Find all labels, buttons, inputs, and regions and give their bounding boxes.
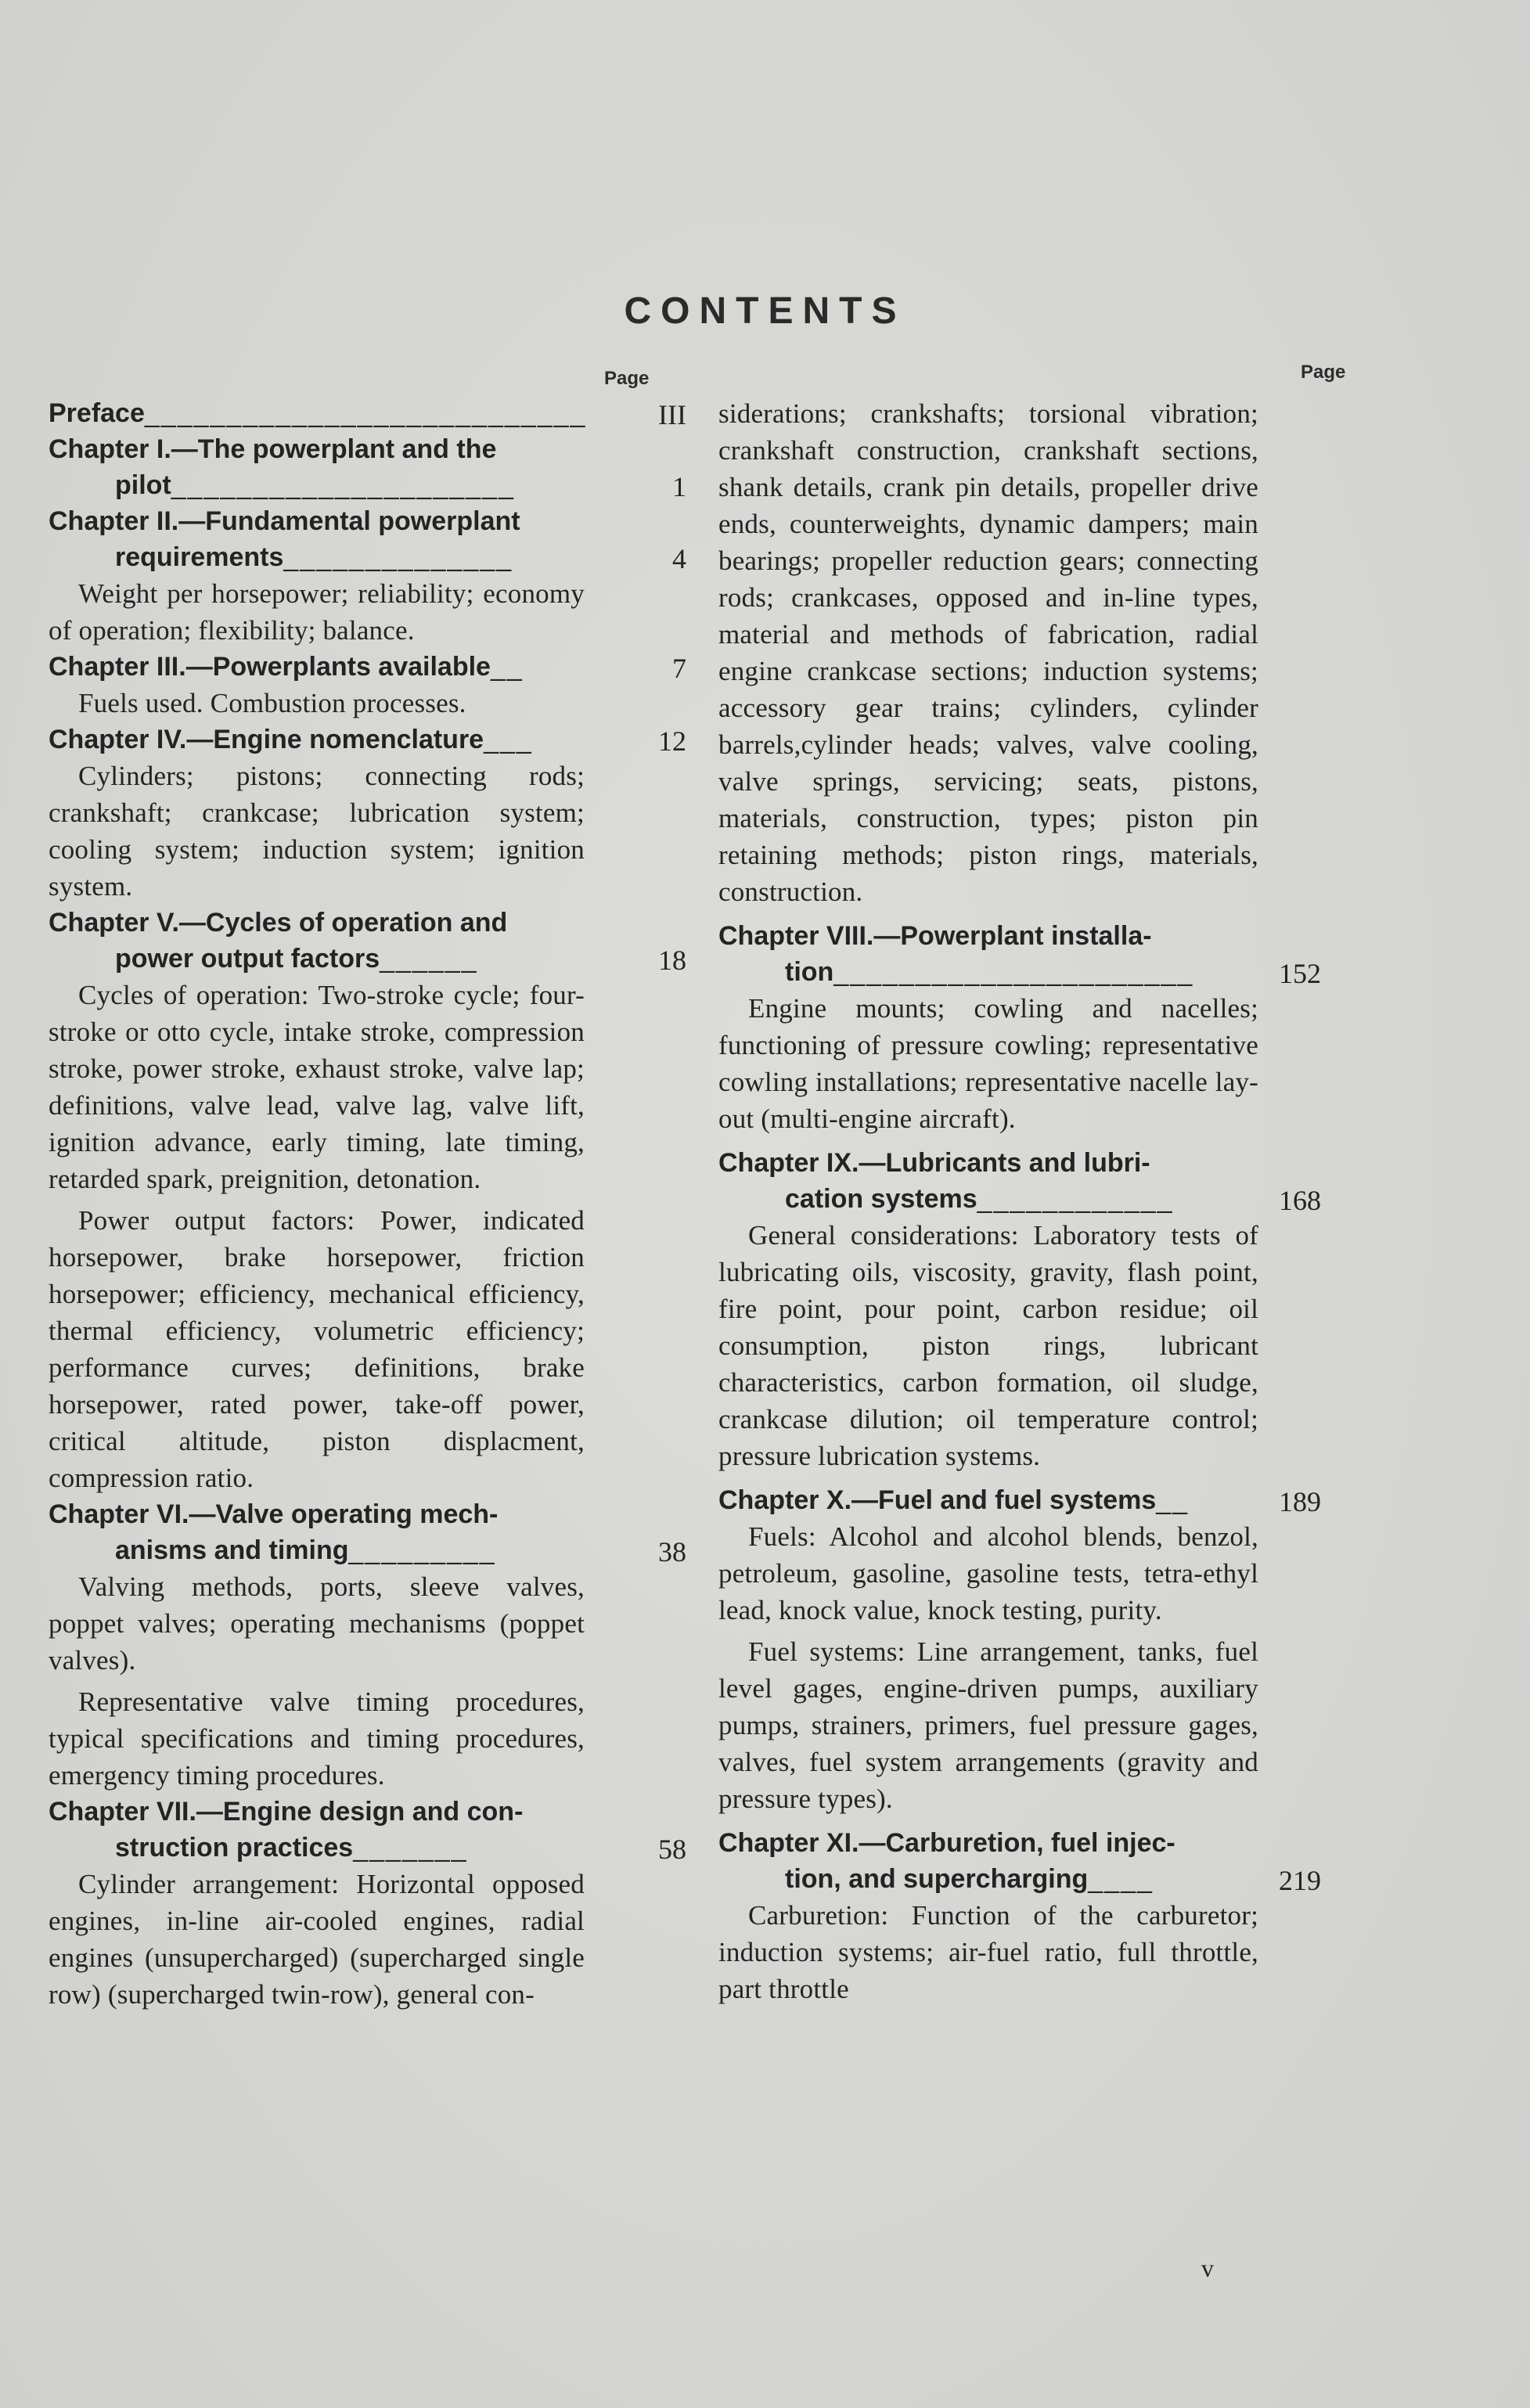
toc-description: General considerations: Laboratory tests of lubricating oils, viscosity, gravity, flash point, fire point, pour point, carbon residue; oil consumption, piston rings, lubricant characteristics, carbon formation, oil sludge, crankcase dilution; oil temperature control; pressure lubrication systems. (718, 1220, 1258, 1471)
dot-leader: ______________ (283, 542, 513, 572)
toc-heading-continued: power output factors______ (115, 944, 478, 974)
page-number: v (1201, 2254, 1214, 2282)
toc-page-number: 168 (1279, 1185, 1321, 1216)
toc-description: siderations; crankshafts; torsional vibration; crankshaft construction, crankshaft sections, shank details, crank pin details, propeller drive ends, counterweights, dynamic dampers; main bearings; propeller reduction gears; connecting rods; crankcases, opposed and in-line types, material and methods of fabrication, radial engine crankcase sections; induction systems; accessory gear trains; cylinders, cylinder barrels,cylinder heads; valves, valve cooling, valve springs, servicing; seats, pistons, materials, construction, types; piston pin retaining methods; piston rings, materials, construction. (718, 398, 1258, 907)
toc-heading: Chapter XI.—Carburetion, fuel injec- (718, 1828, 1175, 1858)
toc-description: Representative valve timing procedures, typical specifications and timing procedures, emergency timing procedures. (49, 1686, 585, 1791)
toc-heading: Chapter VII.—Engine design and con- (49, 1797, 524, 1827)
toc-entry (718, 1145, 1321, 1474)
toc-page-number: 219 (1279, 1865, 1321, 1896)
toc-page-number: 18 (658, 945, 686, 976)
toc-heading: Chapter V.—Cycles of operation and (49, 908, 508, 938)
page-column-header-left: Page (604, 368, 650, 389)
toc-heading: Chapter III.—Powerplants available__ (49, 652, 524, 682)
toc-description: Fuels: Alcohol and alcohol blends, benzol, petroleum, gasoline, gasoline tests, tetra-ethyl lead, knock value, knock testing, purity. (718, 1521, 1258, 1625)
toc-page-number: 1 (672, 471, 686, 502)
toc-entry (49, 395, 686, 431)
page-title: CONTENTS (624, 290, 906, 332)
toc-page-number: 4 (672, 543, 686, 574)
page-column-header-right: Page (1301, 362, 1346, 383)
toc-description: Fuels used. Combustion processes. (78, 688, 466, 718)
toc-entry (718, 395, 1258, 910)
toc-heading: Chapter X.—Fuel and fuel systems__ (718, 1485, 1190, 1515)
dot-leader: __ (490, 652, 524, 682)
toc-page-number: 189 (1279, 1486, 1321, 1517)
toc-page-number: III (658, 399, 686, 430)
dot-leader: ____________ (977, 1184, 1174, 1214)
toc-heading-continued: cation systems____________ (785, 1184, 1174, 1214)
toc-entry (49, 503, 686, 649)
toc-heading: Chapter VI.—Valve operating mech- (49, 1499, 499, 1529)
toc-description: Weight per horsepower; reliability; economy of operation; flexibility; balance. (49, 578, 585, 646)
toc-description: Power output factors: Power, indicated horsepower, brake horsepower, friction horsepower; efficiency, mechanical efficiency, thermal efficiency, volumetric efficiency; performance curves; definitions, brake horsepower, rated power, take-off power, critical altitude, piston displacment, compression ratio. (49, 1205, 585, 1493)
toc-description: Fuel systems: Line arrangement, tanks, fuel level gages, engine-driven pumps, auxiliary pumps, strainers, primers, fuel pressure gages, valves, fuel system arrangements (gravity and pressure types). (718, 1636, 1258, 1814)
dot-leader: ___________________________ (144, 398, 587, 428)
toc-entry (49, 905, 686, 1496)
toc-entry (49, 649, 686, 722)
dot-leader: __ (1156, 1485, 1190, 1515)
toc-heading-continued: anisms and timing_________ (115, 1535, 496, 1565)
toc-description: Carburetion: Function of the carburetor; induction systems; air-fuel ratio, full throttle, part throttle (718, 1900, 1258, 2004)
dot-leader: _________ (348, 1535, 496, 1565)
toc-heading-continued: struction practices_______ (115, 1833, 468, 1863)
toc-entry (49, 722, 686, 905)
toc-entry (49, 1794, 686, 2013)
toc-entry (49, 1496, 686, 1794)
toc-entry (718, 918, 1321, 1137)
toc-description: Cylinder arrangement: Horizontal opposed engines, in-line air-cooled engines, radial engines (unsupercharged) (supercharged single row) (supercharged twin-row), general con- (49, 1869, 585, 2010)
toc-heading-continued: pilot_____________________ (115, 470, 515, 500)
toc-description: Engine mounts; cowling and nacelles; functioning of pressure cowling; representative cowling installations; representative nacelle lay-out (multi-engine aircraft). (718, 993, 1258, 1134)
toc-heading: Chapter IV.—Engine nomenclature___ (49, 725, 533, 754)
toc-heading: Chapter I.—The powerplant and the (49, 434, 497, 464)
toc-description: Valving methods, ports, sleeve valves, poppet valves; operating mechanisms (poppet valves). (49, 1571, 585, 1676)
toc-heading-continued: tion______________________ (785, 957, 1194, 987)
toc-entry (718, 1482, 1321, 1817)
toc-heading: Chapter II.—Fundamental powerplant (49, 506, 520, 536)
toc-page-number: 152 (1279, 958, 1321, 989)
toc-entry (718, 1825, 1321, 2007)
dot-leader: ____ (1088, 1864, 1154, 1894)
contents-right-column (718, 395, 1321, 2007)
dot-leader: ______________________ (833, 957, 1194, 987)
dot-leader: ___ (484, 725, 533, 754)
dot-leader: ______ (380, 944, 478, 974)
toc-heading: Chapter IX.—Lubricants and lubri- (718, 1148, 1150, 1178)
toc-page-number: 12 (658, 725, 686, 757)
toc-heading-continued: requirements______________ (115, 542, 513, 572)
contents-left-column (49, 395, 686, 2013)
toc-heading: Preface___________________________ (49, 398, 587, 428)
toc-page-number: 7 (672, 653, 686, 684)
dot-leader: _______ (353, 1833, 468, 1863)
toc-page-number: 58 (658, 1834, 686, 1865)
toc-description: Cylinders; pistons; connecting rods; crankshaft; crankcase; lubrication system; cooling system; induction system; ignition system. (49, 761, 585, 902)
toc-heading-continued: tion, and supercharging____ (785, 1864, 1154, 1894)
dot-leader: _____________________ (171, 470, 515, 500)
toc-description: Cycles of operation: Two-stroke cycle; four-stroke or otto cycle, intake stroke, compression stroke, power stroke, exhaust stroke, valve lap; definitions, valve lead, valve lag, valve lift, ignition advance, early timing, late timing, retarded spark, preignition, detonation. (49, 980, 585, 1194)
toc-entry (49, 431, 686, 503)
toc-heading: Chapter VIII.—Powerplant installa- (718, 921, 1152, 951)
toc-page-number: 38 (658, 1536, 686, 1568)
